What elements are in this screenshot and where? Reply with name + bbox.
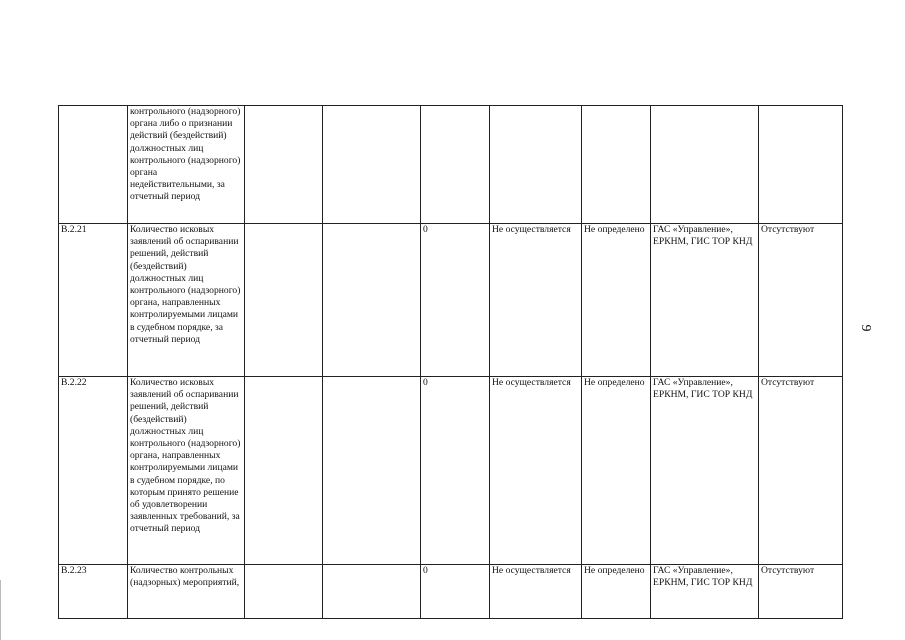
table-row bbox=[59, 106, 843, 224]
determined-cell bbox=[582, 106, 651, 224]
status-cell: Не осуществляется bbox=[490, 377, 582, 565]
blank-cell bbox=[323, 377, 421, 565]
source-cell: ГАС «Управление», ЕРКНМ, ГИС ТОР КНД bbox=[651, 224, 759, 377]
note-cell bbox=[759, 106, 843, 224]
blank-cell bbox=[245, 224, 323, 377]
page-number: 9 bbox=[858, 324, 873, 332]
determined-cell: Не определено bbox=[582, 224, 651, 377]
status-cell: Не осуществляется bbox=[490, 224, 582, 377]
note-cell: Отсутствуют bbox=[759, 377, 843, 565]
blank-cell bbox=[245, 106, 323, 224]
indicator-name-cell: Количество контрольных (надзорных) мероприятий, bbox=[128, 565, 245, 619]
blank-cell bbox=[245, 377, 323, 565]
source-cell: ГАС «Управление», ЕРКНМ, ГИС ТОР КНД bbox=[651, 565, 759, 619]
status-cell bbox=[490, 106, 582, 224]
value-cell bbox=[421, 106, 490, 224]
determined-cell: Не определено bbox=[582, 565, 651, 619]
blank-cell bbox=[323, 224, 421, 377]
table-row bbox=[59, 565, 843, 619]
indicator-code-cell: В.2.23 bbox=[59, 565, 128, 619]
indicator-name-cell: Количество исковых заявлений об оспаривании решений, действий (бездействий) должностных лиц контрольного (надзорного) органа, направленных контролируемыми лицами в судебном порядке, по которым принято решение об удовлетворении заявленных требований, за отчетный период bbox=[128, 377, 245, 565]
indicator-name-cell: контрольного (надзорного) органа либо о признании действий (бездействий) должностных лиц контрольного (надзорного) органа недействительными, за отчетный период bbox=[128, 106, 245, 224]
indicator-code-cell: В.2.21 bbox=[59, 224, 128, 377]
status-cell: Не осуществляется bbox=[490, 565, 582, 619]
note-cell: Отсутствуют bbox=[759, 224, 843, 377]
source-cell: ГАС «Управление», ЕРКНМ, ГИС ТОР КНД bbox=[651, 377, 759, 565]
indicator-code-cell: В.2.22 bbox=[59, 377, 128, 565]
source-cell bbox=[651, 106, 759, 224]
indicator-code-cell bbox=[59, 106, 128, 224]
scan-edge-mark bbox=[0, 580, 5, 640]
blank-cell bbox=[323, 106, 421, 224]
blank-cell bbox=[245, 565, 323, 619]
blank-cell bbox=[323, 565, 421, 619]
determined-cell: Не определено bbox=[582, 377, 651, 565]
value-cell: 0 bbox=[421, 377, 490, 565]
table-row bbox=[59, 377, 843, 565]
table-row bbox=[59, 224, 843, 377]
note-cell: Отсутствуют bbox=[759, 565, 843, 619]
indicator-name-cell: Количество исковых заявлений об оспаривании решений, действий (бездействий) должностных лиц контрольного (надзорного) органа, направленных контролируемыми лицами в судебном порядке, за отчетный период bbox=[128, 224, 245, 377]
value-cell: 0 bbox=[421, 224, 490, 377]
indicator-table bbox=[58, 105, 843, 619]
value-cell: 0 bbox=[421, 565, 490, 619]
